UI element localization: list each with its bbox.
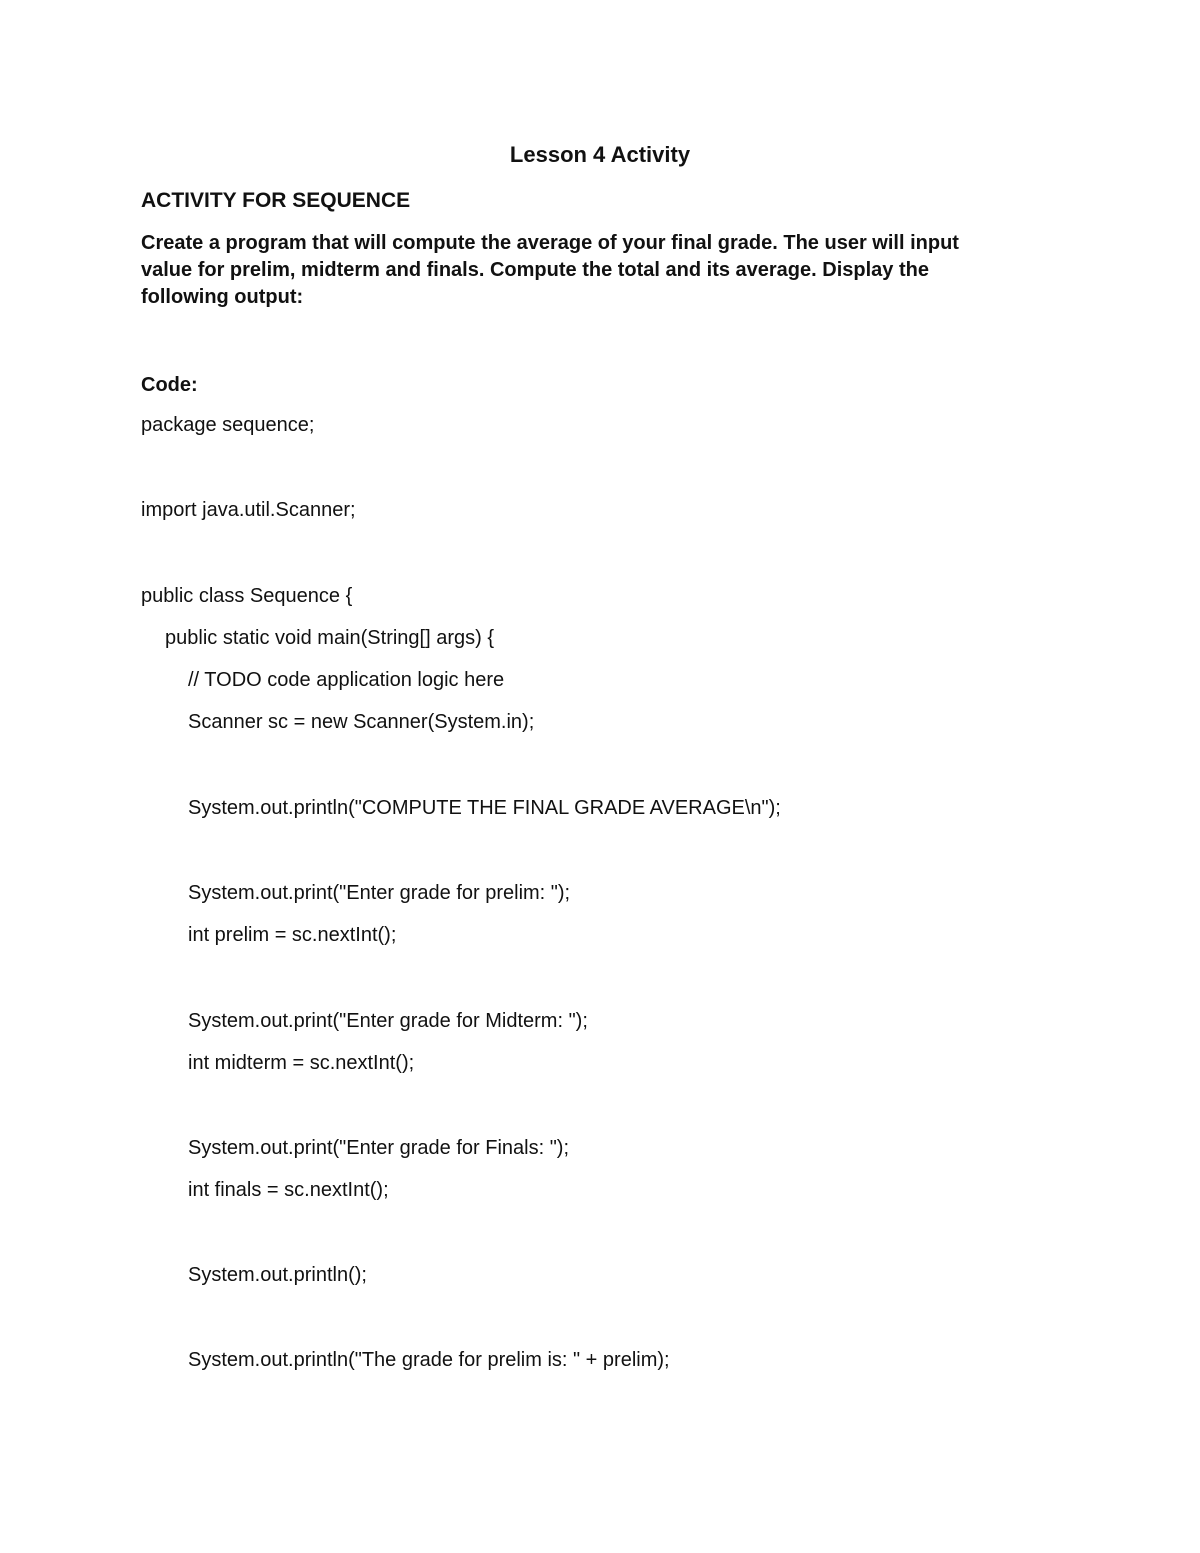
code-line: public class Sequence { — [141, 585, 353, 607]
code-line: Scanner sc = new Scanner(System.in); — [188, 711, 535, 733]
code-line: int finals = sc.nextInt(); — [188, 1179, 389, 1201]
description-line: value for prelim, midterm and finals. Compute the total and its average. Display the — [141, 259, 929, 281]
description-line: Create a program that will compute the average of your final grade. The user will input — [141, 232, 959, 254]
code-line: System.out.println(); — [188, 1264, 367, 1286]
document-title: Lesson 4 Activity — [509, 142, 691, 167]
code-line: System.out.print("Enter grade for Midterm: "); — [188, 1010, 588, 1032]
activity-description — [141, 230, 1061, 311]
code-line: int prelim = sc.nextInt(); — [188, 924, 397, 946]
code-line: System.out.println("COMPUTE THE FINAL GRADE AVERAGE\n"); — [188, 797, 781, 819]
code-line: package sequence; — [141, 414, 315, 436]
code-line: System.out.println("The grade for prelim is: " + prelim); — [188, 1349, 670, 1371]
code-line: import java.util.Scanner; — [141, 499, 356, 521]
section-heading: ACTIVITY FOR SEQUENCE — [141, 189, 411, 212]
code-label: Code: — [141, 374, 198, 396]
code-line: int midterm = sc.nextInt(); — [188, 1052, 415, 1074]
code-line: System.out.print("Enter grade for Finals: "); — [188, 1137, 570, 1159]
description-line: following output: — [141, 286, 304, 308]
code-line: public static void main(String[] args) { — [165, 627, 495, 649]
code-line: // TODO code application logic here — [188, 669, 505, 691]
code-line: System.out.print("Enter grade for prelim: "); — [188, 882, 571, 904]
